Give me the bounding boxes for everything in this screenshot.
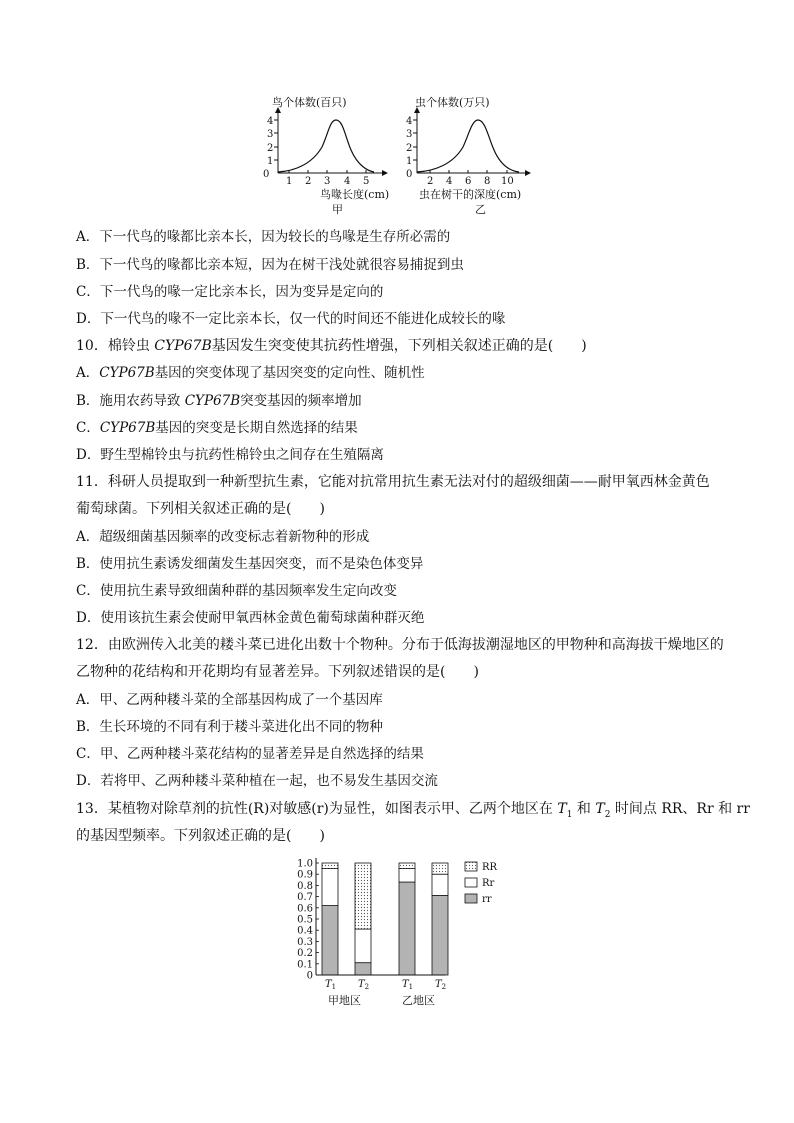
bird-beak-figure — [250, 92, 400, 222]
q11-option-b: B．使用抗生素诱发细菌发生基因突变，而不是染色体变异 — [76, 556, 424, 572]
q10-c-suffix: 基因的突变是长期自然选择的结果 — [155, 420, 358, 436]
y-tick-label: 0.4 — [297, 925, 313, 937]
q13-t2: T — [595, 801, 605, 817]
q11-stem-line1: 11．科研人员提取到一种新型抗生素，它能对抗常用抗生素无法对付的超级细菌——耐甲氧西林金黄色 — [76, 474, 710, 490]
y-tick-label: 0.7 — [297, 892, 313, 904]
bar-segment-Rr-4 — [432, 874, 448, 895]
q13-mid: 和 — [572, 801, 596, 817]
q10-b-suffix: 突变基因的频率增加 — [240, 393, 362, 409]
bird-xtick-1: 1 — [286, 176, 293, 187]
q12-stem-line1: 12．由欧洲传入北美的耧斗菜已进化出数十个物种。分布于低海拔潮湿地区的甲物种和高海拔干燥地区的 — [76, 637, 724, 653]
bird-ytick-3: 3 — [267, 129, 274, 140]
bar-segment-RR-4 — [432, 863, 448, 874]
insect-xlabel: 虫在树干的深度(cm) — [419, 188, 522, 201]
bird-ytick-2: 2 — [267, 143, 274, 154]
genotype-frequency-chart — [285, 852, 515, 1017]
y-tick-label: 0.9 — [297, 869, 313, 881]
q11-stem-line2: 葡萄球菌。下列相关叙述正确的是( ) — [76, 501, 325, 517]
bar-segment-rr-4 — [432, 895, 448, 975]
bird-ylabel: 鸟个体数(百只) — [272, 96, 347, 109]
q10-a-suffix: 基因的突变体现了基因突变的定向性、随机性 — [154, 365, 425, 381]
bar-segment-rr-2 — [355, 963, 371, 975]
q10-a-gene: CYP67B — [99, 365, 155, 381]
y-tick-label: 0.8 — [297, 880, 313, 892]
x-tick-label: $T_2$ — [358, 979, 370, 991]
bar-segment-rr-3 — [399, 882, 415, 975]
y-tick-label: 0 — [306, 970, 313, 982]
q10-gene-name: CYP67B — [154, 338, 212, 354]
q13-t1-sub: 1 — [566, 809, 573, 820]
group-label-yi: 乙地区 — [402, 994, 435, 1007]
legend-label-rr: rr — [482, 894, 492, 905]
q11-option-a: A．超级细菌基因频率的改变标志着新物种的形成 — [76, 529, 370, 545]
legend-swatch-rr — [465, 894, 477, 903]
insect-xtick-6: 6 — [465, 176, 472, 187]
insect-ytick-4: 4 — [406, 116, 413, 127]
q9-option-d: D．下一代鸟的喙不一定比亲本长，仅一代的时间还不能进化成较长的喙 — [76, 311, 506, 327]
legend-swatch-Rr — [465, 878, 477, 887]
q12-option-c: C．甲、乙两种耧斗菜花结构的显著差异是自然选择的结果 — [76, 746, 424, 762]
insect-depth-figure — [393, 92, 543, 222]
bird-caption: 甲 — [332, 203, 343, 216]
x-tick-label: $T_2$ — [435, 979, 447, 991]
insect-xtick-10: 10 — [501, 176, 514, 187]
bird-ytick-1: 1 — [267, 156, 274, 167]
bird-xtick-5: 5 — [363, 176, 370, 187]
q9-option-a: A．下一代鸟的喙都比亲本长，因为较长的鸟喙是生存所必需的 — [76, 229, 451, 245]
y-tick-label: 0.5 — [297, 914, 313, 926]
y-tick-label: 0.6 — [297, 903, 313, 915]
bar-segment-RR-3 — [399, 863, 415, 869]
legend-label-RR: RR — [482, 862, 498, 873]
insect-curve — [417, 120, 519, 172]
q10-a-prefix: A． — [76, 365, 100, 381]
insect-caption: 乙 — [475, 203, 486, 216]
q10-option-c — [76, 419, 358, 437]
y-tick-label: 0.3 — [297, 936, 313, 948]
q9-option-c: C．下一代鸟的喙一定比亲本长，因为变异是定向的 — [76, 284, 384, 300]
insect-xtick-8: 8 — [484, 176, 491, 187]
q13-stem-line2: 的基因型频率。下列叙述正确的是( ) — [76, 828, 325, 844]
q11-option-d: D．使用该抗生素会使耐甲氧西林金黄色葡萄球菌种群灭绝 — [76, 610, 425, 626]
x-tick-label: $T_1$ — [325, 979, 337, 991]
group-label-jia: 甲地区 — [328, 994, 361, 1007]
bird-ytick-0: 0 — [263, 169, 270, 180]
q13-t2-sub: 2 — [604, 809, 611, 820]
insect-ylabel: 虫个体数(万只) — [415, 96, 490, 109]
insect-ytick-1: 1 — [406, 156, 413, 167]
legend-label-Rr: Rr — [482, 878, 495, 889]
q10-option-b — [76, 392, 362, 410]
insect-xtick-4: 4 — [446, 176, 453, 187]
q10-c-prefix: C． — [76, 420, 100, 436]
q12-stem-line2: 乙物种的花结构和开花期均有显著差异。下列叙述错误的是( ) — [76, 664, 479, 680]
bar-segment-RR-1 — [322, 863, 338, 869]
bar-segment-Rr-3 — [399, 869, 415, 882]
q12-option-a: A．甲、乙两种耧斗菜的全部基因构成了一个基因库 — [76, 692, 383, 708]
bar-segment-Rr-1 — [322, 869, 338, 906]
bar-segment-rr-1 — [322, 906, 338, 975]
x-tick-label: $T_1$ — [402, 979, 414, 991]
q10-option-a — [76, 364, 425, 382]
q10-stem-suffix: 基因发生突变使其抗药性增强，下列相关叙述正确的是( ) — [211, 338, 587, 354]
bird-xtick-2: 2 — [305, 176, 312, 187]
q13-stem-suffix: 时间点 RR、Rr 和 rr — [610, 801, 750, 817]
q12-option-d: D．若将甲、乙两种耧斗菜种植在一起，也不易发生基因交流 — [76, 773, 438, 789]
insect-xtick-2: 2 — [427, 176, 434, 187]
insect-ytick-2: 2 — [406, 143, 413, 154]
q11-option-c: C．使用抗生素导致细菌种群的基因频率发生定向改变 — [76, 583, 397, 599]
y-tick-label: 0.2 — [297, 948, 313, 960]
q10-b-prefix: B．施用农药导致 — [76, 393, 185, 409]
q13-stem-prefix: 13．某植物对除草剂的抗性(R)对敏感(r)为显性，如图表示甲、乙两个地区在 — [76, 801, 558, 817]
bird-xtick-3: 3 — [324, 176, 331, 187]
y-tick-label: 0.1 — [297, 959, 313, 971]
q13-t1: T — [557, 801, 567, 817]
bird-xtick-4: 4 — [344, 176, 351, 187]
q10-c-gene: CYP67B — [99, 420, 156, 436]
q9-option-b: B．下一代鸟的喙都比亲本短，因为在树干浅处就很容易捕捉到虫 — [76, 257, 464, 273]
bar-segment-RR-2 — [355, 863, 371, 929]
bird-curve — [278, 120, 374, 172]
q13-stem-line1 — [76, 800, 750, 824]
q10-b-gene: CYP67B — [184, 393, 241, 409]
q10-stem — [76, 337, 587, 355]
bird-ytick-4: 4 — [267, 116, 274, 127]
legend-swatch-rr-homozygous-dominant — [465, 862, 477, 871]
insect-ytick-0: 0 — [406, 169, 413, 180]
q10-stem-prefix: 10．棉铃虫 — [76, 338, 155, 354]
insect-ytick-3: 3 — [406, 129, 413, 140]
q10-option-d: D．野生型棉铃虫与抗药性棉铃虫之间存在生殖隔离 — [76, 447, 384, 463]
bar-segment-Rr-2 — [355, 929, 371, 963]
bird-xlabel: 鸟喙长度(cm) — [320, 188, 390, 201]
y-tick-label: 1.0 — [297, 858, 313, 870]
q12-option-b: B．生长环境的不同有利于耧斗菜进化出不同的物种 — [76, 719, 383, 735]
